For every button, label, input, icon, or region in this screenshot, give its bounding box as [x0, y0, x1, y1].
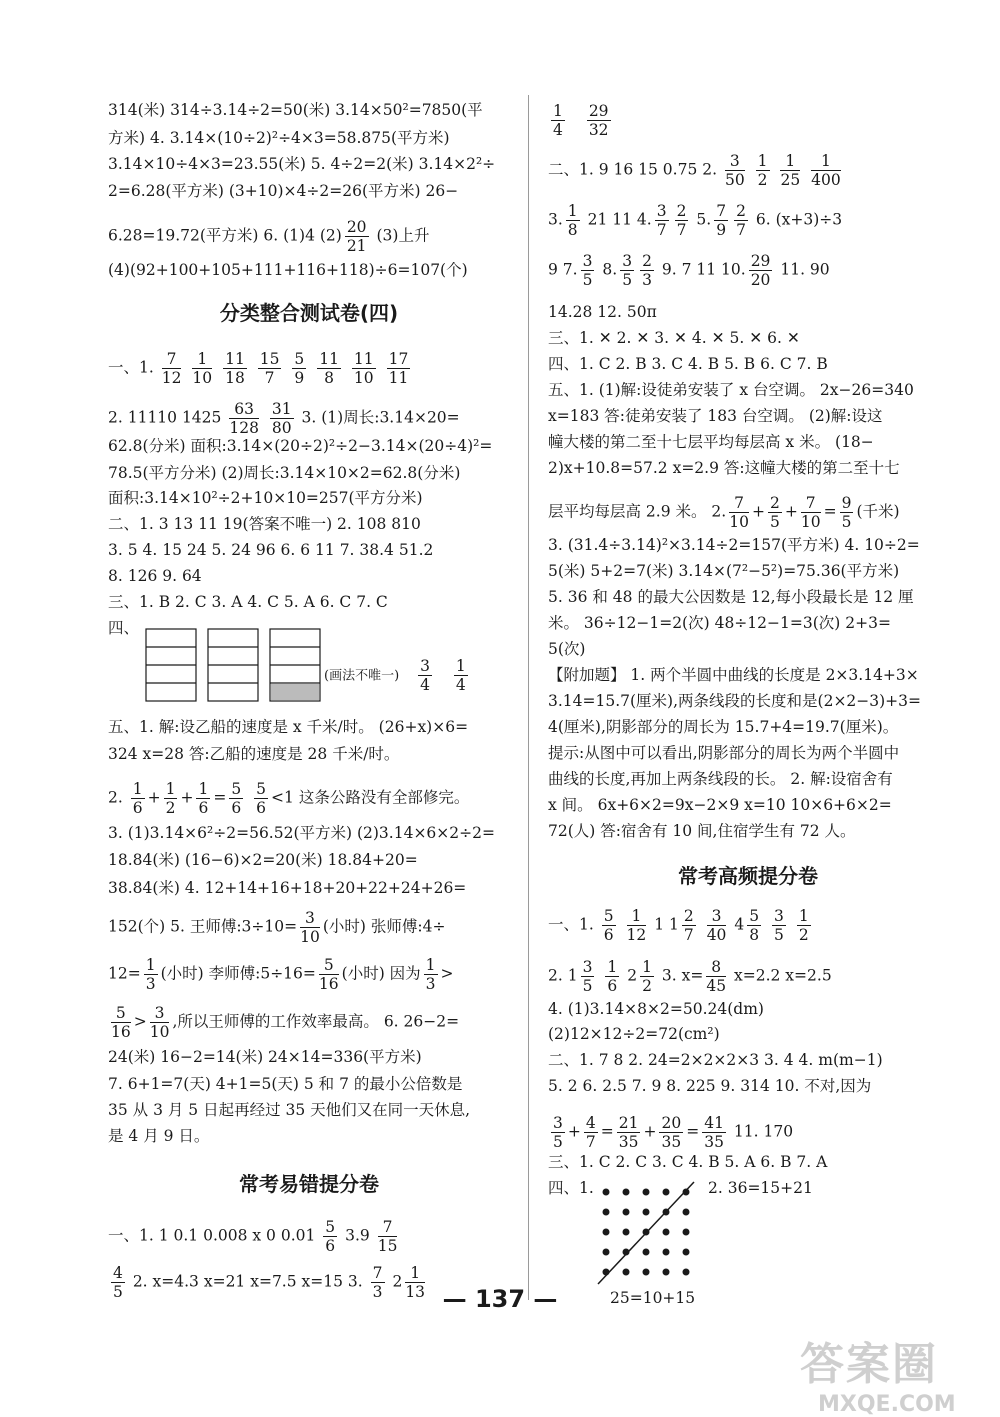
section-title: 常考高频提分卷: [678, 864, 818, 888]
text-line: 5. 2 6. 2.5 7. 9 8. 225 9. 314 10. 不对,因为: [548, 1077, 872, 1095]
answer-line: $\frac{3}{5}$ + $\frac{4}{7}$ = $\frac{21}{35}$ + $\frac{20}{35}$ = $\frac{41}{35}$ 11. 170: [553, 1114, 794, 1151]
column-divider: [528, 95, 529, 1300]
text-line: 3. (31.4÷3.14)²×3.14÷2=157(平方米) 4. 10÷2=: [548, 536, 920, 554]
text-line: 曲线的长度,再加上两条线段的长。 2. 解:设宿舍有: [548, 770, 893, 788]
answer-line: 二、1. 9 16 15 0.75 2. $\frac{3}{50}$ $\frac{1}{2}$ $\frac{1}{25}$ $\frac{1}{400}$: [548, 152, 841, 189]
text-line: x=183 答:徒弟安装了 183 台空调。 (2)解:设这: [548, 407, 883, 425]
text-line: 五、1. 解:设乙船的速度是 x 千米/时。 (26+x)×6=: [108, 718, 469, 736]
text-line: 幢大楼的第二至十七层平均每层高 x 米。 (18−: [548, 433, 874, 451]
answer-line: 3. $\frac{1}{8}$ 21 11 4. $\frac{3}{7}$ $\frac{2}{7}$ 5. $\frac{7}{9}$ $\frac{2}{7}$ 6. (x+3)÷3: [548, 202, 843, 239]
text-line: 四、1.: [548, 1179, 594, 1197]
answer-line: 一、1. 1 0.1 0.008 x 0 0.01 $\frac{5}{6}$ 3.9 $\frac{7}{15}$: [108, 1218, 398, 1255]
text-line: 78.5(平方分米) (2)周长:3.14×10×2=62.8(分米): [108, 464, 461, 482]
answer-line: $\frac{4}{5}$ 2. x=4.3 x=21 x=7.5 x=15 3. $\frac{7}{3}$ 2 $\frac{1}{13}$: [113, 1264, 426, 1301]
page-number: — 137 —: [442, 1285, 558, 1313]
text-line: 二、1. 7 8 2. 24=2×2×2×3 3. 4 4. m(m−1): [548, 1051, 883, 1069]
text-line: 6.28=19.72(平方米) 6. (1)4 (2) $\frac{20}{21}$ (3)上升: [108, 218, 430, 255]
text-line: 3. (1)3.14×6²÷2=56.52(平方米) (2)3.14×6×2÷2=: [108, 824, 495, 842]
bar-drawings: [144, 627, 324, 707]
text-line: 5(米) 5+2=7(米) 3.14×(7²−5²)=75.36(平方米): [548, 562, 900, 580]
text-line: 14.28 12. 50π: [548, 303, 657, 321]
answer-line: $\frac{5}{16}$ > $\frac{3}{10}$ ,所以王师傅的工作效率最高。 6. 26−2=: [111, 1004, 460, 1041]
text-line: 是 4 月 9 日。: [108, 1127, 210, 1145]
answer-line: 9 7. $\frac{3}{5}$ 8. $\frac{3}{5}$ $\frac{2}{3}$ 9. 7 11 10. $\frac{29}{20}$ 11. 90: [548, 252, 830, 289]
text-line: 314(米) 314÷3.14÷2=50(米) 3.14×50²=7850(平: [108, 101, 483, 119]
answer-line: 2. $\frac{1}{6}$ + $\frac{1}{2}$ + $\frac{1}{6}$ = $\frac{5}{6}$ $\frac{5}{6}$ <1 这条公路没有全部修完。: [108, 780, 470, 817]
text-line: 提示:从图中可以看出,阴影部分的周长为两个半圆中: [548, 744, 900, 762]
text-line: 面积:3.14×10²÷2+10×10=257(平方分米): [108, 489, 423, 507]
answer-line: 一、1. $\frac{5}{6}$ $\frac{1}{12}$ 1 1 $\frac{2}{7}$ $\frac{3}{40}$ 4 $\frac{5}{8}$ $\frac{3}{5}$ $\frac{1}{2}$: [548, 907, 809, 944]
text-line: 2. 36=15+21: [708, 1179, 813, 1197]
text-line: 方米) 4. 3.14×(10÷2)²÷4×3=58.875(平方米): [108, 129, 450, 147]
text-line: 5. 36 和 48 的最大公因数是 12,每小段最长是 12 厘: [548, 588, 914, 606]
text-line: 8. 126 9. 64: [108, 567, 202, 585]
section-title: 常考易错提分卷: [239, 1172, 379, 1196]
text-line: 62.8(分米) 面积:3.14×(20÷2)²÷2−3.14×(20÷4)²=: [108, 437, 493, 455]
text-line: 3.14=15.7(厘米),两条线段的长度和是(2×2−3)+3=: [548, 692, 922, 710]
answer-line: 一、1. $\frac{7}{12}$ $\frac{1}{10}$ $\frac{11}{18}$ $\frac{15}{7}$ $\frac{5}{9}$ $\frac{11}{8}$ $\frac{11}{10}$ $\frac{17}{11}$: [108, 350, 409, 387]
text-line: 35 从 3 月 5 日起再经过 35 天他们又在同一天休息,: [108, 1101, 471, 1119]
text-line: x 间。 6x+6×2=9x−2×9 x=10 10×6+6×2=: [548, 796, 892, 814]
answer-line: $\frac{1}{4}$ $\frac{29}{32}$: [553, 102, 609, 139]
watermark: 答案圈 MXQE.COM: [800, 1339, 956, 1417]
answer-line: 2. 11110 1425 $\frac{63}{128}$ $\frac{31}{80}$ 3. (1)周长:3.14×20=: [108, 400, 460, 437]
text-line: 7. 6+1=7(天) 4+1=5(天) 5 和 7 的最小公倍数是: [108, 1075, 463, 1093]
text-line: 【附加题】 1. 两个半圆中曲线的长度是 2×3.14+3×: [548, 666, 919, 684]
answer-line: 2. 1 $\frac{3}{5}$ $\frac{1}{6}$ 2 $\frac{1}{2}$ 3. x= $\frac{8}{45}$ x=2.2 x=2.5: [548, 958, 832, 995]
text-line: 2=6.28(平方米) (3+10)×4÷2=26(平方米) 26−: [108, 182, 459, 200]
text-line: 3. 5 4. 15 24 5. 24 96 6. 6 11 7. 38.4 51.2: [108, 541, 434, 559]
text-line: 24(米) 16−2=14(米) 24×14=336(平方米): [108, 1048, 422, 1066]
text-line: 三、1. ✕ 2. ✕ 3. ✕ 4. ✕ 5. ✕ 6. ✕: [548, 329, 800, 347]
answer-line: 层平均每层高 2.9 米。 2. $\frac{7}{10}$ + $\frac{2}{5}$ + $\frac{7}{10}$ = $\frac{9}{5}$ (千米): [548, 494, 900, 531]
text-line: (2)12×12÷2=72(cm²): [548, 1025, 720, 1043]
text-line: 五、1. (1)解:设徒弟安装了 x 台空调。 2x−26=340: [548, 381, 914, 399]
text-line: 二、1. 3 13 11 19(答案不唯一) 2. 108 810: [108, 515, 421, 533]
text-line: 米。 36÷12−1=2(次) 48÷12−1=3(次) 2+3=: [548, 614, 891, 632]
fraction: $\frac{20}{21}$: [346, 218, 367, 255]
text-line: 4(厘米),阴影部分的周长为 15.7+4=19.7(厘米)。: [548, 718, 899, 736]
text-line: 18.84(米) (16−6)×2=20(米) 18.84+20=: [108, 851, 418, 869]
text-line: 三、1. B 2. C 3. A 4. C 5. A 6. C 7. C: [108, 593, 388, 611]
text-line: 2)x+10.8=57.2 x=2.9 答:这幢大楼的第二至十七: [548, 459, 900, 477]
answer-line: 12= $\frac{1}{3}$ (小时) 李师傅:5÷16= $\frac{5}{16}$ (小时) 因为 $\frac{1}{3}$ >: [108, 956, 454, 993]
text-line: 324 x=28 答:乙船的速度是 28 千米/时。: [108, 745, 400, 763]
text-line: 3.14×10÷4×3=23.55(米) 5. 4÷2=2(米) 3.14×2²÷: [108, 155, 496, 173]
text-line: 25=10+15: [610, 1289, 696, 1307]
text-line: 72(人) 答:宿舍有 10 间,住宿学生有 72 人。: [548, 822, 856, 840]
text-line: 四、: [108, 619, 140, 637]
section-title: 分类整合测试卷(四): [219, 301, 399, 325]
text-line: 四、1. C 2. B 3. C 4. B 5. B 6. C 7. B: [548, 355, 828, 373]
text-line: 38.84(米) 4. 12+14+16+18+20+22+24+26=: [108, 879, 467, 897]
text-line: 三、1. C 2. C 3. C 4. B 5. A 6. B 7. A: [548, 1153, 828, 1171]
text-line: 5(次): [548, 640, 586, 658]
answer-line: (画法不唯一) $\frac{3}{4}$ $\frac{1}{4}$: [324, 657, 466, 694]
dot-grid-diagram: [596, 1180, 706, 1290]
text-line: 4. (1)3.14×8×2=50.24(dm): [548, 1000, 764, 1018]
text-line: (4)(92+100+105+111+116+118)÷6=107(个): [108, 261, 468, 279]
answer-line: 152(个) 5. 王师傅:3÷10= $\frac{3}{10}$ (小时) 张师傅:4÷: [108, 909, 446, 946]
